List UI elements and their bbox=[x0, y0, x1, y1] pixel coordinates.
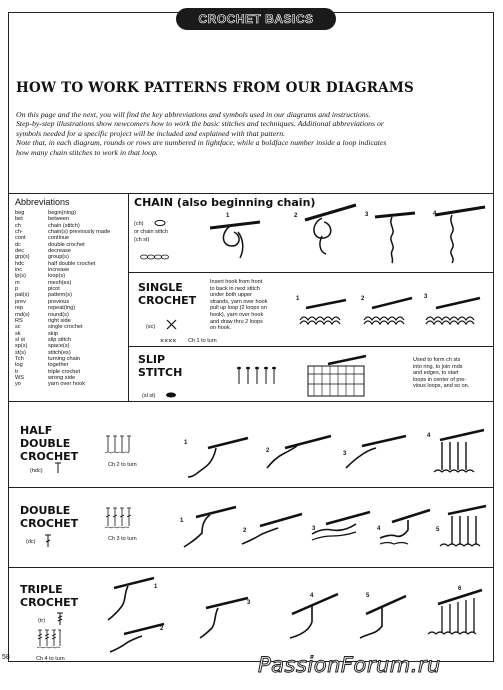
desc-line: pull up loop (2 loops on bbox=[210, 305, 267, 312]
tr-step-6-illustration bbox=[424, 586, 488, 640]
single-crochet-turn-label: Ch 1 to turn bbox=[188, 338, 217, 344]
abbreviation-key: cont bbox=[15, 235, 26, 242]
hdc-symbols-icon bbox=[104, 432, 132, 454]
hdc-title-2: DOUBLE bbox=[20, 437, 71, 450]
abbreviation-key: inc bbox=[15, 267, 23, 274]
abbreviation-value: chain(s) previously made bbox=[48, 229, 111, 236]
abbreviation-value: group(s) bbox=[48, 254, 69, 261]
abbreviation-key: prev bbox=[15, 298, 26, 305]
abbreviation-value: repeat(ing) bbox=[48, 305, 76, 312]
sc-step-2: 2 bbox=[361, 296, 365, 302]
tr-title-2: CROCHET bbox=[20, 596, 79, 609]
chain-step-1-illustration bbox=[200, 210, 270, 260]
single-crochet-title-1: SINGLE bbox=[138, 281, 183, 294]
abbreviation-value: turning chain bbox=[48, 355, 81, 362]
abbreviation-key: dc bbox=[15, 241, 21, 248]
chain-symbol-label: (ch) bbox=[134, 221, 144, 227]
abbreviation-key: Tch bbox=[15, 355, 24, 362]
chain-title: CHAIN (also beginning chain) bbox=[134, 196, 316, 209]
dc-step-3-illustration bbox=[310, 510, 374, 546]
abbreviation-value: between bbox=[48, 216, 70, 223]
chain-step-1: 1 bbox=[226, 213, 230, 219]
dc-symbol-label: (dc) bbox=[26, 539, 36, 545]
filled-oval-icon bbox=[165, 392, 177, 398]
desc-line: hook), yarn over hook bbox=[210, 311, 264, 318]
tr-step-1-illustration bbox=[104, 574, 158, 624]
divider bbox=[8, 401, 494, 402]
desc-line: to back in next stitch bbox=[210, 285, 260, 292]
hdc-step-3: 3 bbox=[343, 451, 347, 457]
abbreviation-key: sp(s) bbox=[15, 343, 28, 350]
abbreviation-value: single crochet bbox=[48, 324, 83, 331]
abbreviation-value: picot bbox=[48, 286, 60, 293]
abbreviation-value: continue bbox=[48, 235, 70, 242]
tr-step-1: 1 bbox=[154, 584, 158, 590]
x-symbol-icon bbox=[166, 319, 177, 330]
sc-step-2-illustration bbox=[360, 298, 416, 328]
t-symbol-icon bbox=[54, 462, 62, 474]
hdc-step-1-illustration bbox=[186, 436, 252, 478]
sc-step-3: 3 bbox=[424, 294, 428, 300]
abbreviation-value: stitch(es) bbox=[48, 349, 71, 356]
abbreviation-value: chain (stitch) bbox=[48, 222, 80, 229]
hdc-turn-label: Ch 2 to turn bbox=[108, 462, 137, 468]
tr-step-3-illustration bbox=[196, 594, 252, 642]
single-crochet-title-2: CROCHET bbox=[138, 294, 197, 307]
tr-step-4: 4 bbox=[310, 593, 314, 599]
abbreviation-row bbox=[15, 381, 127, 387]
hdc-title-1: HALF bbox=[20, 424, 53, 437]
abbreviation-value: wrong side bbox=[48, 374, 76, 381]
abbreviation-value: begin(ning) bbox=[48, 210, 76, 216]
abbreviation-value: previous bbox=[48, 298, 70, 305]
section-header-label: CROCHET BASICS bbox=[198, 12, 314, 26]
abbreviation-value: yarn over hook bbox=[48, 381, 86, 388]
divider bbox=[8, 567, 494, 568]
tr-step-4-illustration bbox=[284, 592, 344, 640]
abbreviation-value: half double crochet bbox=[48, 260, 96, 267]
divider bbox=[8, 487, 494, 488]
slip-stitch-title-2: STITCH bbox=[138, 366, 183, 379]
svg-text:××××: ×××× bbox=[160, 338, 177, 345]
desc-line: Used to form ch sts bbox=[413, 357, 461, 363]
abbreviation-key: ch- bbox=[15, 229, 23, 236]
desc-line: strands, yarn over hook bbox=[210, 298, 268, 305]
abbreviation-key: grp(s) bbox=[15, 254, 30, 261]
abbreviation-key: rep bbox=[15, 305, 24, 312]
chain-oval-icon bbox=[154, 219, 168, 227]
desc-line: Insert hook from front bbox=[210, 279, 263, 285]
abbreviation-value: mesh(es) bbox=[48, 279, 72, 286]
tr-step-5: 5 bbox=[366, 593, 370, 599]
abbreviation-key: RS bbox=[15, 317, 23, 324]
dc-step-2-illustration bbox=[240, 512, 306, 548]
abbreviation-value: slip stitch bbox=[48, 336, 72, 343]
hdc-step-4-illustration bbox=[428, 428, 488, 476]
tr-symbols-icon bbox=[36, 628, 62, 650]
dc-step-2: 2 bbox=[243, 528, 247, 534]
dc-step-4-illustration bbox=[378, 508, 434, 548]
slip-stitch-symbols-icon bbox=[236, 364, 276, 386]
hdc-step-4: 4 bbox=[427, 433, 431, 439]
hdc-symbol-label: (hdc) bbox=[30, 468, 43, 474]
chain-step-3: 3 bbox=[365, 212, 369, 218]
tr-step-2-illustration bbox=[108, 622, 168, 656]
tr-turn-label: Ch 4 to turn bbox=[36, 656, 65, 662]
abbreviation-key: dec bbox=[15, 248, 25, 255]
hdc-title-3: CROCHET bbox=[20, 450, 79, 463]
dc-step-1-illustration bbox=[182, 505, 238, 549]
sc-step-1-illustration bbox=[296, 298, 352, 328]
dc-title-1: DOUBLE bbox=[20, 504, 71, 517]
slip-stitch-description bbox=[413, 357, 493, 390]
desc-line: and edges, to start bbox=[413, 370, 459, 377]
hdc-step-3-illustration bbox=[344, 432, 410, 472]
intro-line: Step-by-step illustrations show newcomers how to work the basic stitches and techniques. Additional abbreviations or bbox=[16, 119, 384, 129]
sc-step-1: 1 bbox=[296, 296, 300, 302]
dc-step-5-illustration bbox=[436, 504, 490, 550]
abbreviation-key: beg bbox=[15, 210, 25, 216]
desc-line: vious loops, and so on. bbox=[413, 383, 470, 390]
intro-line: On this page and the next, you will find the key abbreviations and symbols used in our diagrams and instructions. bbox=[16, 110, 371, 119]
abbreviations-list bbox=[15, 210, 127, 388]
abbreviation-value: increase bbox=[48, 267, 70, 274]
intro-line: symbols needed for a specific project will be included and explained with that pattern. bbox=[16, 128, 286, 138]
watermark: PassionForum.ru bbox=[258, 653, 441, 677]
chain-step-4: 4 bbox=[433, 211, 437, 217]
chain-symbol-label-2: (ch st) bbox=[134, 237, 150, 243]
tr-step-6: 6 bbox=[458, 586, 462, 592]
divider bbox=[8, 193, 494, 194]
abbreviation-value: skip bbox=[48, 330, 58, 337]
abbreviation-key: st(s) bbox=[15, 349, 26, 356]
slip-stitch-illustration bbox=[306, 352, 370, 400]
desc-line: under both upper bbox=[210, 292, 252, 299]
abbreviation-key: tog bbox=[15, 362, 23, 369]
abbreviation-key: sl st bbox=[15, 336, 25, 343]
divider bbox=[128, 193, 129, 401]
abbreviation-value: round(s) bbox=[48, 311, 69, 318]
desc-line: into ring, to join rnds bbox=[413, 363, 463, 370]
abbreviation-key: lp(s) bbox=[15, 273, 26, 280]
chain-step-2-illustration bbox=[300, 200, 360, 260]
intro-line: how many chain stitches to work in that loop. bbox=[16, 147, 158, 157]
page-title: HOW TO WORK PATTERNS FROM OUR DIAGRAMS bbox=[16, 80, 414, 96]
tr-step-5-illustration bbox=[356, 592, 410, 640]
tr-step-3: 3 bbox=[247, 600, 251, 606]
tr-symbol-label: (tr) bbox=[38, 618, 46, 624]
abbreviation-value: right side bbox=[48, 317, 71, 324]
chain-step-3-illustration bbox=[370, 205, 420, 265]
tr-symbol-icon bbox=[56, 612, 64, 626]
abbreviation-key: p bbox=[15, 286, 19, 293]
desc-line: and draw thru 2 loops bbox=[210, 318, 263, 325]
abbreviation-key: ch bbox=[15, 222, 21, 229]
abbreviation-key: bet bbox=[15, 216, 23, 223]
dc-step-5: 5 bbox=[436, 527, 440, 533]
abbreviation-key: rnd(s) bbox=[15, 311, 30, 318]
divider bbox=[128, 272, 494, 273]
x-row-icon bbox=[160, 337, 188, 344]
abbreviation-value: together bbox=[48, 362, 69, 369]
dc-step-1: 1 bbox=[180, 518, 184, 524]
single-crochet-description bbox=[210, 279, 290, 332]
hdc-step-1: 1 bbox=[184, 440, 188, 446]
hdc-step-2-illustration bbox=[265, 434, 335, 474]
slip-stitch-title-1: SLIP bbox=[138, 353, 166, 366]
dc-step-3: 3 bbox=[312, 526, 316, 532]
slip-stitch-symbol-label: (sl st) bbox=[142, 393, 156, 399]
intro-line: Note that, in each diagram, rounds or rows are numbered in lightface, while a boldface number inside a loop indicates bbox=[16, 138, 387, 148]
single-crochet-symbol-label: (sc) bbox=[146, 324, 156, 330]
abbreviation-value: pattern(s) bbox=[48, 292, 72, 299]
abbreviation-value: double crochet bbox=[48, 241, 85, 248]
abbreviation-value: triple crochet bbox=[48, 368, 81, 375]
dc-symbol-icon bbox=[44, 534, 52, 548]
abbreviations-title: Abbreviations bbox=[15, 197, 70, 207]
abbreviation-key: sk bbox=[15, 330, 21, 337]
desc-line: loops in center of pre- bbox=[413, 376, 467, 383]
abbreviation-value: loop(s) bbox=[48, 273, 66, 280]
chain-step-2: 2 bbox=[294, 213, 298, 219]
sc-step-3-illustration bbox=[422, 296, 486, 328]
section-header-tab bbox=[176, 8, 336, 30]
dc-title-2: CROCHET bbox=[20, 517, 79, 530]
abbreviation-key: tr bbox=[15, 368, 19, 375]
abbreviation-key: hdc bbox=[15, 260, 25, 267]
intro-text bbox=[16, 110, 486, 157]
dc-turn-label: Ch 3 to turn bbox=[108, 536, 137, 542]
tr-title-1: TRIPLE bbox=[20, 583, 63, 596]
tr-step-2: 2 bbox=[160, 626, 164, 632]
divider bbox=[128, 346, 494, 347]
abbreviation-value: space(s) bbox=[48, 343, 70, 350]
abbreviation-key: sc bbox=[15, 324, 21, 331]
page-number: 58 bbox=[2, 654, 10, 661]
abbreviation-key: yo bbox=[15, 381, 21, 388]
hdc-step-2: 2 bbox=[266, 448, 270, 454]
abbreviation-key: m bbox=[15, 279, 20, 286]
dc-symbols-icon bbox=[104, 506, 132, 530]
abbreviation-key: pat(s) bbox=[15, 292, 30, 299]
desc-line: on hook. bbox=[210, 325, 232, 332]
abbreviation-value: decrease bbox=[48, 248, 72, 255]
chain-or-label: or chain stitch bbox=[134, 229, 168, 235]
abbreviation-key: WS bbox=[15, 374, 25, 381]
dc-step-4: 4 bbox=[377, 526, 381, 532]
chain-ovals-icon bbox=[140, 254, 170, 260]
chain-step-4-illustration bbox=[430, 203, 490, 265]
